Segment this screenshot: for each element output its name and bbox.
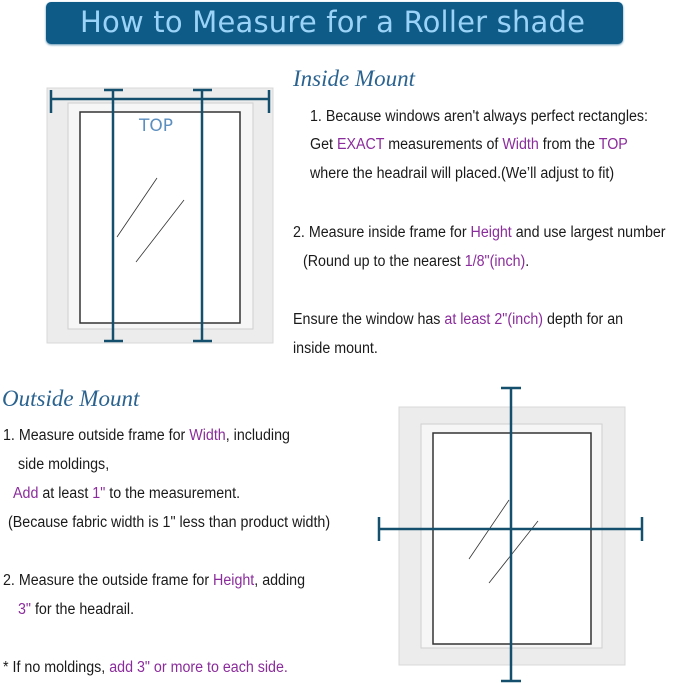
instruction-text: 1. Because windows aren't always perfect rectangles:	[310, 108, 649, 125]
outside-mount-window-diagram	[379, 388, 642, 681]
instruction-text: 2. Measure inside frame for	[293, 224, 471, 241]
instruction-text: for the headrail.	[30, 601, 135, 618]
instruction-text: depth for an	[543, 311, 624, 328]
instruction-line	[293, 340, 378, 358]
instruction-line	[18, 601, 134, 619]
inside-mount-window-diagram	[47, 88, 273, 343]
highlighted-text: Width	[189, 427, 226, 444]
instruction-line	[310, 165, 614, 183]
instruction-line	[293, 311, 623, 329]
highlighted-text: TOP	[598, 136, 628, 153]
page-title: How to Measure for a Roller shade	[80, 5, 586, 39]
highlighted-text: Width	[502, 136, 539, 153]
instruction-text: Ensure the window has	[293, 311, 445, 328]
instruction-text: and use largest number	[511, 224, 666, 241]
instruction-text: , including	[225, 427, 290, 444]
instruction-text: (Because fabric width is 1" less than product width)	[8, 514, 331, 531]
instruction-text: , adding	[254, 572, 306, 589]
highlighted-text: EXACT	[336, 136, 385, 153]
instruction-text: at least	[38, 485, 93, 502]
highlighted-text: at least 2"(inch)	[444, 311, 544, 328]
highlighted-text: add 3" or more to each side.	[109, 659, 288, 676]
instruction-text: inside mount.	[293, 340, 378, 357]
instruction-text: to the measurement.	[105, 485, 241, 502]
highlighted-text: 1/8"(inch)	[464, 253, 526, 270]
instruction-text: from the	[538, 136, 599, 153]
instruction-text: 2. Measure the outside frame for	[3, 572, 214, 589]
instruction-text: 1. Measure outside frame for	[3, 427, 190, 444]
glass-pane	[80, 112, 240, 323]
inside-mount-heading: Inside Mount	[293, 66, 416, 91]
highlighted-text: Height	[470, 224, 512, 241]
highlighted-text: Height	[213, 572, 255, 589]
instruction-text: * If no moldings,	[3, 659, 110, 676]
instruction-line	[3, 659, 288, 677]
instruction-line	[3, 427, 290, 445]
instruction-text: .	[525, 253, 530, 270]
instruction-text: (Round up to the nearest	[303, 253, 465, 270]
instruction-line	[13, 485, 240, 503]
highlighted-text: 3"	[18, 601, 31, 618]
instruction-line	[8, 514, 330, 532]
highlighted-text: Add	[13, 485, 39, 502]
highlighted-text: 1"	[92, 485, 106, 502]
instruction-line	[3, 572, 305, 590]
instruction-line	[18, 456, 109, 474]
instruction-line	[303, 253, 529, 271]
instruction-line	[310, 108, 648, 126]
instruction-text: where the headrail will placed.(We’ll adjust to fit)	[310, 165, 615, 182]
instruction-line	[293, 224, 666, 242]
outside-mount-heading: Outside Mount	[2, 386, 140, 411]
instruction-text: measurements of	[384, 136, 503, 153]
instruction-text: Get	[310, 136, 337, 153]
instruction-text: side moldings,	[18, 456, 110, 473]
instruction-line	[310, 136, 628, 154]
top-label: TOP	[139, 116, 174, 136]
